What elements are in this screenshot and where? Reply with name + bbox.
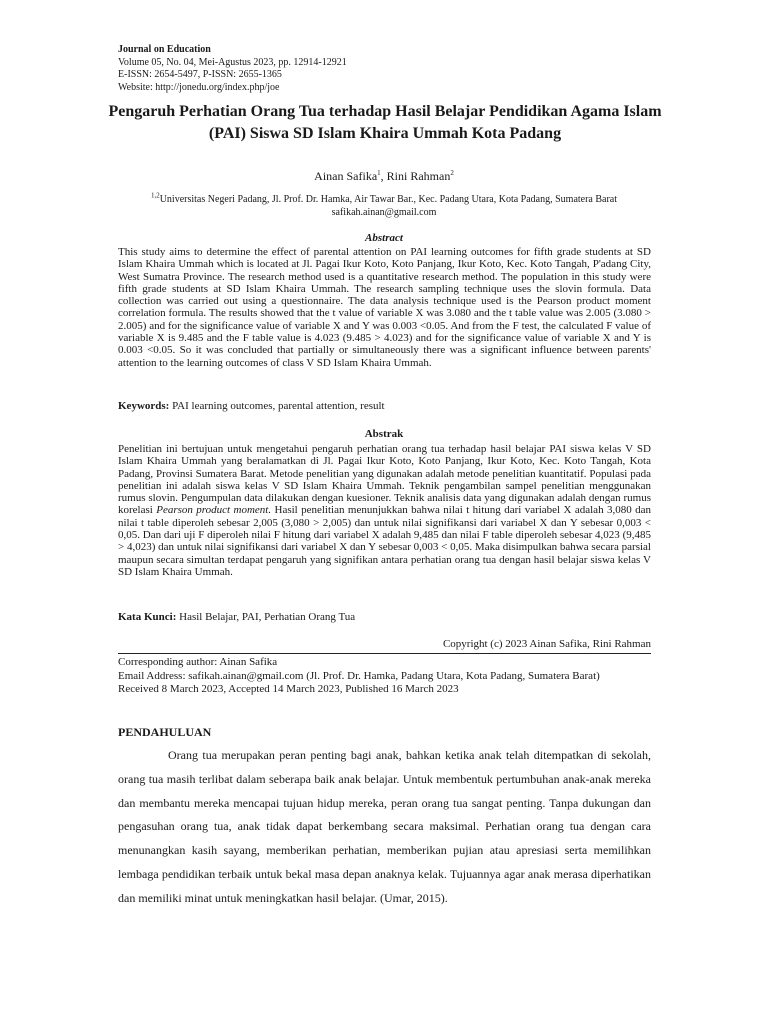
affiliation-email: safikah.ainan@gmail.com xyxy=(331,207,437,218)
kata-kunci xyxy=(118,611,651,624)
journal-issn: E-ISSN: 2654-5497, P-ISSN: 2655-1365 xyxy=(118,69,282,80)
journal-name: Journal on Education xyxy=(118,44,211,55)
correspondence-block xyxy=(118,656,658,697)
body-paragraph: Orang tua merupakan peran penting bagi anak, bahkan ketika anak telah ditempatkan di sekolah, orang tua masih terlibat dalam seberapa baik anak belajar. Untuk membentuk pertumbuhan anak-anak mereka dan membantu mereka mencapai tujuan hidup mereka, peran orang tua sangat penting. Tanpa dukungan dan pengasuhan orang tua, anak tidak dapat berkembang secara maksimal. Perhatian orang tua dengan cara menunangkan kasih sayang, memberikan perhatian, memberikan pujian atau apresiasi serta memilihkan lembaga pendidikan terbaik untuk bekal masa depan anaknya kelak. Tujuannya agar anak merasa diperhatikan dan memiliki minat untuk meningkatkan hasil belajar. (Umar, 2015). xyxy=(118,748,651,905)
abstract-heading: Abstract xyxy=(365,232,403,244)
affiliation-sup: 1,2 xyxy=(150,191,160,200)
divider xyxy=(118,653,651,654)
abstrak-text: Penelitian ini bertujuan untuk mengetahui pengaruh perhatian orang tua terhadap hasil belajar PAI siswa kelas V SD Islam Khaira Ummah yang beralamatkan di Jl. Pagai Ikur Koto, Koto Panjang, Ikur Koto, Kec. Koto Tangah, Kota Padang, Provinsi Sumatera Barat. Metode penelitian yang digunakan adalah metode penelitian kuantitatif. Populasi pada penelitian ini adalah siswa kelas V SD Islam Khaira Ummah. Teknik pengambilan sampel penelitian menggunakan rumus slovin. Pengumpulan data dilakukan dengan kuesioner. Teknik analisis data yang digunakan adalah dengan rumus korelasi xyxy=(118,443,651,517)
author-separator: , xyxy=(380,169,387,183)
abstrak-body xyxy=(118,443,651,578)
abstrak-text: Hasil penelitian menunjukkan bahwa nilai t hitung dari variabel X adalah 3,080 dan nilai t table diperoleh sebesar 2,005 (3,080 > 2,005) dan untuk nilai signifikansi dari variabel X dan Y sebesar 0,003 < 0,05. Dan dari uji F diperoleh nilai F hitung dari variabel X adalah 9,485 dan nilai F table diperoleh sebesar 4,023 (9,485 > 4,023) dan untuk nilai signifikansi dari variabel X dan Y sebesar 0,003 < 0,05. Maka disimpulkan bahwa secara parsial maupun secara simultan terdapat pengaruh yang signifikan antara perhatian orang tua dengan hasil belajar siswa kelas V SD Islam Khaira Ummah. xyxy=(118,504,651,578)
journal-volume: Volume 05, No. 04, Mei-Agustus 2023, pp. 12914-12921 xyxy=(118,56,347,68)
abstract-body: This study aims to determine the effect of parental attention on PAI learning outcomes for fifth grade students at SD Islam Khaira Ummah which is located at Jl. Pagai Ikur Koto, Koto Panjang, Ikur Koto, Kec. Koto Tangah, P'adang City, West Sumatra Province. The research method used is a quantitative research method. The population in this study were fifth grade students at SD Islam Khaira Ummah. The research sampling technique uses the slovin formula. Data collection was carried out using a questionnaire. The data analysis technique used is the Pearson product moment correlation formula. The results showed that the t value of variable X was 3.080 and the t table value was 2.005 (3.080 > 2.005) and for the significance value of variable X and Y was 0.003 <0.05. And from the F test, the calculated F value of variable X is 9.485 and the F table value is 4.023 (9.485 > 4.023) and for the significance value of variable X and Y is 0.003 <0.05. So it was concluded that partially or simultaneously there was a significant influence between parents' attention to the learning outcomes of class V SD Islam Khaira Ummah. xyxy=(118,246,651,369)
received-dates: Received 8 March 2023, Accepted 14 March 2023, Published 16 March 2023 xyxy=(118,683,459,695)
author-affil-sup: 1 xyxy=(377,169,381,177)
keywords-text: PAI learning outcomes, parental attention, result xyxy=(169,400,385,412)
kata-kunci-label: Kata Kunci: xyxy=(118,611,177,623)
journal-header xyxy=(118,44,347,94)
author-name: Ainan Safika xyxy=(314,169,378,183)
copyright-notice: Copyright (c) 2023 Ainan Safika, Rini Rahman xyxy=(442,638,651,650)
email-address: Email Address: safikah.ainan@gmail.com (Jl. Prof. Dr. Hamka, Padang Utara, Kota Padang, Sumatera Barat) xyxy=(118,669,600,682)
affiliation xyxy=(0,193,768,219)
author-line xyxy=(0,169,768,184)
affiliation-text: Universitas Negeri Padang, Jl. Prof. Dr. Hamka, Air Tawar Bar., Kec. Padang Utara, Kota Padang, Sumatera Barat xyxy=(159,194,618,205)
kata-kunci-text: Hasil Belajar, PAI, Perhatian Orang Tua xyxy=(176,611,356,623)
keywords-label: Keywords: xyxy=(118,400,170,412)
section-heading: PENDAHULUAN xyxy=(118,725,212,739)
author-name: Rini Rahman xyxy=(386,169,451,183)
keywords xyxy=(118,400,651,413)
corresponding-author: Corresponding author: Ainan Safika xyxy=(118,656,278,668)
journal-website: Website: http://jonedu.org/index.php/joe xyxy=(118,81,280,93)
abstrak-italic-text: Pearson product moment. xyxy=(156,504,272,517)
author-affil-sup: 2 xyxy=(450,169,454,177)
abstrak-heading: Abstrak xyxy=(364,428,404,440)
paper-title: Pengaruh Perhatian Orang Tua terhadap Hasil Belajar Pendidikan Agama Islam (PAI) Siswa SD Islam Khaira Ummah Kota Padang xyxy=(108,103,662,142)
